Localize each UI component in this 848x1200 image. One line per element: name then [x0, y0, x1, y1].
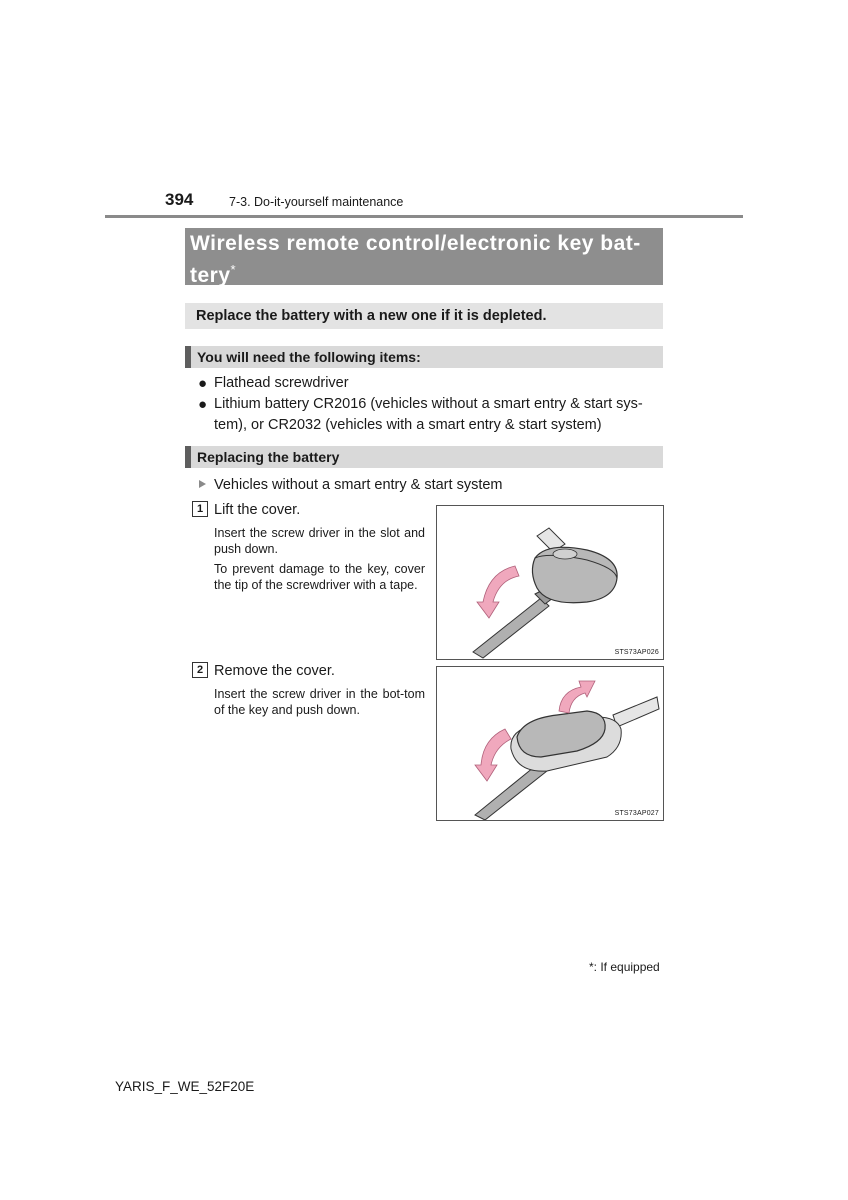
triangle-arrow-icon	[199, 480, 206, 488]
figure-code: STS73AP026	[614, 649, 659, 656]
step-description: Insert the screw driver in the slot and push down.	[214, 526, 425, 556]
page-title-line1: Wireless remote control/electronic key bat-	[190, 232, 641, 255]
list-item-text-line1: Lithium battery CR2016 (vehicles without a smart entry & start sys-	[214, 396, 643, 412]
figure-code: STS73AP027	[614, 810, 659, 817]
items-heading: You will need the following items:	[197, 349, 421, 365]
page-title-bar	[185, 228, 663, 285]
note-text: Replace the battery with a new one if it is depleted.	[196, 308, 547, 324]
header-rule	[105, 215, 743, 218]
condition-text: Vehicles without a smart entry & start system	[214, 477, 503, 493]
list-item-text-line2: tem), or CR2032 (vehicles with a smart entry & start system)	[214, 417, 602, 433]
key-lift-illustration	[437, 506, 663, 659]
bullet-icon: ●	[198, 396, 208, 413]
bullet-icon: ●	[198, 375, 208, 392]
footnote: *: If equipped	[589, 960, 660, 974]
list-item	[198, 373, 668, 394]
equipped-marker: *	[230, 262, 237, 277]
heading-accent	[185, 346, 191, 368]
page-number: 394	[165, 190, 194, 209]
list-item-text	[214, 394, 664, 436]
heading-accent	[185, 446, 191, 468]
list-item-text: Flathead screwdriver	[214, 375, 349, 391]
document-code: YARIS_F_WE_52F20E	[115, 1079, 255, 1094]
key-remove-illustration	[437, 667, 663, 820]
note-box	[185, 303, 663, 329]
list-item	[198, 394, 668, 436]
step-title: Remove the cover.	[214, 663, 335, 679]
items-heading-bar	[185, 346, 663, 368]
page-title-line2: tery	[190, 264, 231, 287]
section-title: 7-3. Do-it-yourself maintenance	[229, 195, 404, 209]
step-description: Insert the screw driver in the bot-tom of the key and push down.	[214, 687, 425, 717]
replacing-heading: Replacing the battery	[197, 449, 340, 465]
step-number: 1	[192, 501, 208, 517]
step-number: 2	[192, 662, 208, 678]
figure-remove-cover	[436, 666, 664, 821]
replacing-heading-bar	[185, 446, 663, 468]
step-description: To prevent damage to the key, cover the tip of the screwdriver with a tape.	[214, 562, 425, 592]
figure-lift-cover	[436, 505, 664, 660]
step-title: Lift the cover.	[214, 502, 301, 518]
page-title	[190, 231, 662, 289]
